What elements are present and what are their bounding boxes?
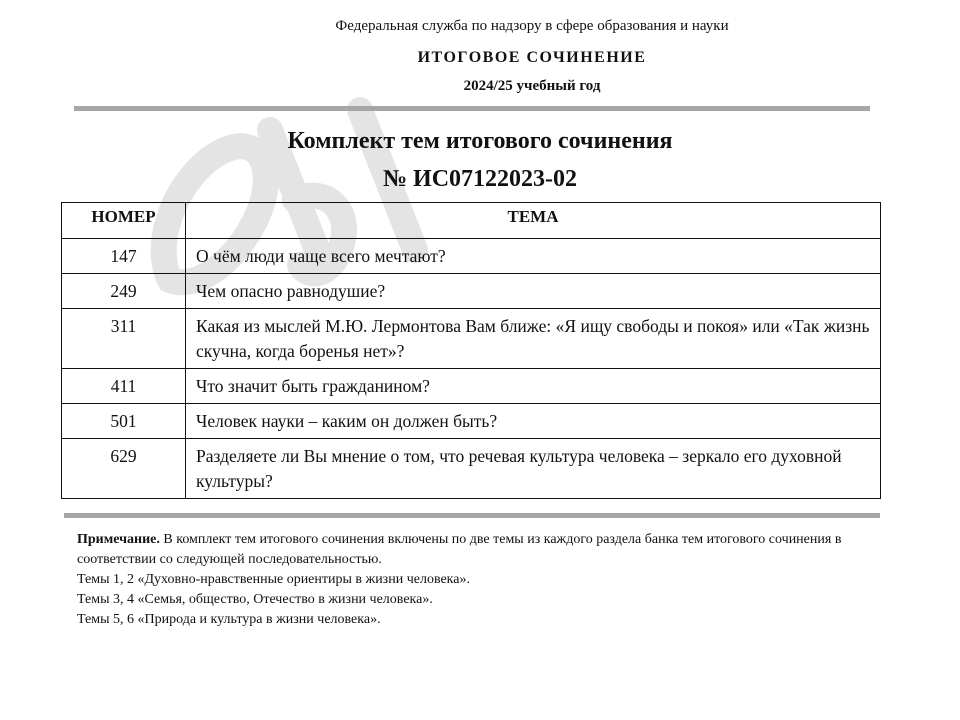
table-row [62,239,881,274]
table-header-row [62,203,881,239]
topic-text: Человек науки – каким он должен быть? [186,404,881,439]
topic-number: 311 [62,309,186,369]
table-row [62,309,881,369]
topic-number: 147 [62,239,186,274]
notes-divider [64,513,880,518]
note-line: Темы 1, 2 «Духовно-нравственные ориентиры в жизни человека». [77,572,470,587]
column-header-topic: ТЕМА [186,203,881,239]
school-year: 2024/25 учебный год [463,78,601,94]
table-row [62,274,881,309]
note-intro-text: В комплект тем итогового сочинения включены по две темы из каждого раздела банка тем итогового сочинения в соответствии со следующей последовательностью. [77,532,842,567]
topic-number: 411 [62,369,186,404]
topic-number: 501 [62,404,186,439]
note-line: Темы 5, 6 «Природа и культура в жизни человека». [77,612,381,627]
topic-text: Разделяете ли Вы мнение о том, что речевая культура человека – зеркало его духовной культуры? [186,439,881,499]
note-line: Темы 3, 4 «Семья, общество, Отечество в жизни человека». [77,592,433,607]
topic-number: 629 [62,439,186,499]
topic-text: Чем опасно равнодушие? [186,274,881,309]
page-title: Комплект тем итогового сочинения [287,128,673,154]
set-number: № ИС07122023-02 [382,166,578,192]
table-row [62,404,881,439]
column-header-number: НОМЕР [62,203,186,239]
document-title: ИТОГОВОЕ СОЧИНЕНИЕ [417,49,647,66]
agency-name: Федеральная служба по надзору в сфере образования и науки [335,18,729,34]
note-section [77,530,897,630]
topics-table [61,202,881,499]
topic-number: 249 [62,274,186,309]
topic-text: О чём люди чаще всего мечтают? [186,239,881,274]
header-divider [74,106,870,111]
table-row [62,439,881,499]
note-intro [77,530,897,570]
topic-text: Что значит быть гражданином? [186,369,881,404]
table-row [62,369,881,404]
note-lead: Примечание. [77,532,160,547]
topic-text: Какая из мыслей М.Ю. Лермонтова Вам ближе: «Я ищу свободы и покоя» или «Так жизнь скучна, когда боренья нет»? [186,309,881,369]
